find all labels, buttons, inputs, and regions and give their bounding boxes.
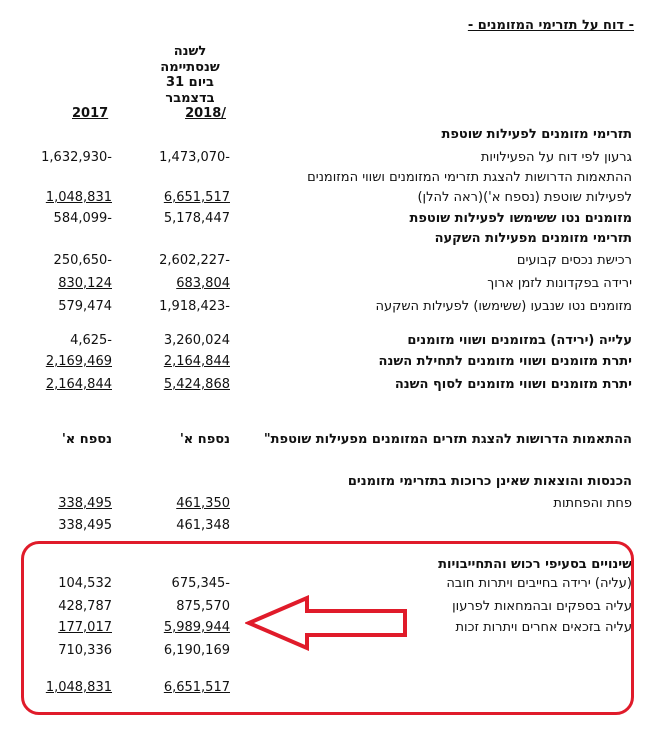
value-2017: 338,495 bbox=[58, 518, 112, 533]
table-row bbox=[0, 474, 662, 494]
value-2018: 1,473,070- bbox=[159, 150, 230, 165]
table-row bbox=[0, 170, 662, 190]
value-2017: נספח א' bbox=[61, 432, 112, 447]
value-2018: 2,164,844 bbox=[163, 354, 230, 369]
value-2018: 461,350 bbox=[176, 496, 230, 511]
row-label: פחת והפחתות bbox=[553, 496, 632, 511]
table-row bbox=[0, 518, 662, 538]
column-header-2017: 2017 bbox=[72, 106, 109, 121]
value-2017: 104,532 bbox=[58, 576, 112, 591]
value-2018: 6,651,517 bbox=[163, 190, 230, 205]
value-2018: נספח א' bbox=[179, 432, 230, 447]
value-2017: 2,164,844 bbox=[45, 377, 112, 392]
value-2018: 1,918,423- bbox=[159, 299, 230, 314]
row-label: ירידה בפקדונות לזמן ארוך bbox=[487, 276, 632, 291]
row-label: יתרת מזומנים ושווי מזומנים לתחילת השנה bbox=[378, 354, 632, 369]
table-row bbox=[0, 333, 662, 353]
header-line: לשנה bbox=[173, 44, 207, 59]
row-label: (עליה) ירידה בחייבים ויתרות חובה bbox=[446, 576, 632, 591]
value-2018: 5,178,447 bbox=[163, 211, 230, 226]
value-2018: 675,345- bbox=[171, 576, 230, 591]
value-2017: 428,787 bbox=[58, 599, 112, 614]
row-label: הכנסות והוצאות שאינן כרוכות בתזרימי מזומנים bbox=[347, 474, 632, 489]
header-line: ביום 31 bbox=[166, 75, 214, 90]
row-label: לפעילות שוטפת (נספח א')(ראה להלן) bbox=[417, 190, 632, 205]
row-label: ההתאמות הדרושות להצגת תזרים המזומנים מפעילות שוטפת" bbox=[263, 432, 632, 447]
value-2018: 875,570 bbox=[176, 599, 230, 614]
table-row bbox=[0, 150, 662, 170]
table-row bbox=[0, 127, 662, 147]
table-row bbox=[0, 276, 662, 296]
value-2017: 710,336 bbox=[58, 643, 112, 658]
row-label: שינויים בסעיפי רכוש והתחייבויות bbox=[438, 557, 632, 572]
value-2017: 579,474 bbox=[58, 299, 112, 314]
table-row bbox=[0, 496, 662, 516]
value-2018: 6,190,169 bbox=[163, 643, 230, 658]
table-row bbox=[0, 299, 662, 319]
value-2017: 177,017 bbox=[58, 620, 112, 635]
report-title: - דוח על תזרימי המזומנים - bbox=[467, 18, 634, 33]
row-label: עליה בספקים ובהמחאות לפרעון bbox=[452, 599, 632, 614]
row-label: גרעון לפי דוח על הפעילויות bbox=[480, 150, 632, 165]
value-2017: 2,169,469 bbox=[45, 354, 112, 369]
header-line: בדצמבר bbox=[165, 90, 215, 106]
value-2017: 250,650- bbox=[53, 253, 112, 268]
row-label: תזרימי מזומנים מפעילות השקעה bbox=[434, 231, 632, 246]
value-2018: 6,651,517 bbox=[163, 680, 230, 695]
row-label: ההתאמות הדרושות להצגת תזרימי המזומנים ושווי המזומנים bbox=[307, 170, 632, 185]
row-label: יתרת מזומנים ושווי מזומנים לסוף השנה bbox=[394, 377, 632, 392]
column-header-2018 bbox=[150, 44, 230, 122]
value-2017: 1,632,930- bbox=[41, 150, 112, 165]
row-label: רכישת נכסים קבועים bbox=[516, 253, 632, 268]
value-2017: 584,099- bbox=[53, 211, 112, 226]
table-row bbox=[0, 211, 662, 231]
row-label: עלייה (ירידה) במזומנים ושווי מזומנים bbox=[407, 333, 632, 348]
value-2017: 1,048,831 bbox=[45, 190, 112, 205]
value-2018: 461,348 bbox=[176, 518, 230, 533]
value-2018: 5,424,868 bbox=[163, 377, 230, 392]
header-year: 2018/ bbox=[185, 106, 226, 121]
table-row bbox=[0, 432, 662, 452]
table-row bbox=[0, 354, 662, 374]
value-2017: 830,124 bbox=[58, 276, 112, 291]
table-row bbox=[0, 253, 662, 273]
table-row bbox=[0, 377, 662, 397]
value-2017: 338,495 bbox=[58, 496, 112, 511]
row-label: תזרימי מזומנים לפעילות שוטפת bbox=[441, 127, 632, 142]
table-row bbox=[0, 231, 662, 251]
row-label: מזומנים נטו ששימשו לפעילות שוטפת bbox=[409, 211, 632, 226]
value-2018: 2,602,227- bbox=[159, 253, 230, 268]
header-line: שנסתיימה bbox=[160, 59, 220, 75]
table-row bbox=[0, 190, 662, 210]
row-label: מזומנים נטו שנבעו (ששימשו) לפעילות השקעה bbox=[375, 299, 632, 314]
arrow-left-icon bbox=[245, 595, 410, 651]
value-2017: 4,625- bbox=[70, 333, 112, 348]
row-label: עליה בזכאים אחרים ויתרות זכות bbox=[455, 620, 632, 635]
value-2018: 3,260,024 bbox=[163, 333, 230, 348]
value-2017: 1,048,831 bbox=[45, 680, 112, 695]
value-2018: 683,804 bbox=[176, 276, 230, 291]
value-2018: 5,989,944 bbox=[163, 620, 230, 635]
